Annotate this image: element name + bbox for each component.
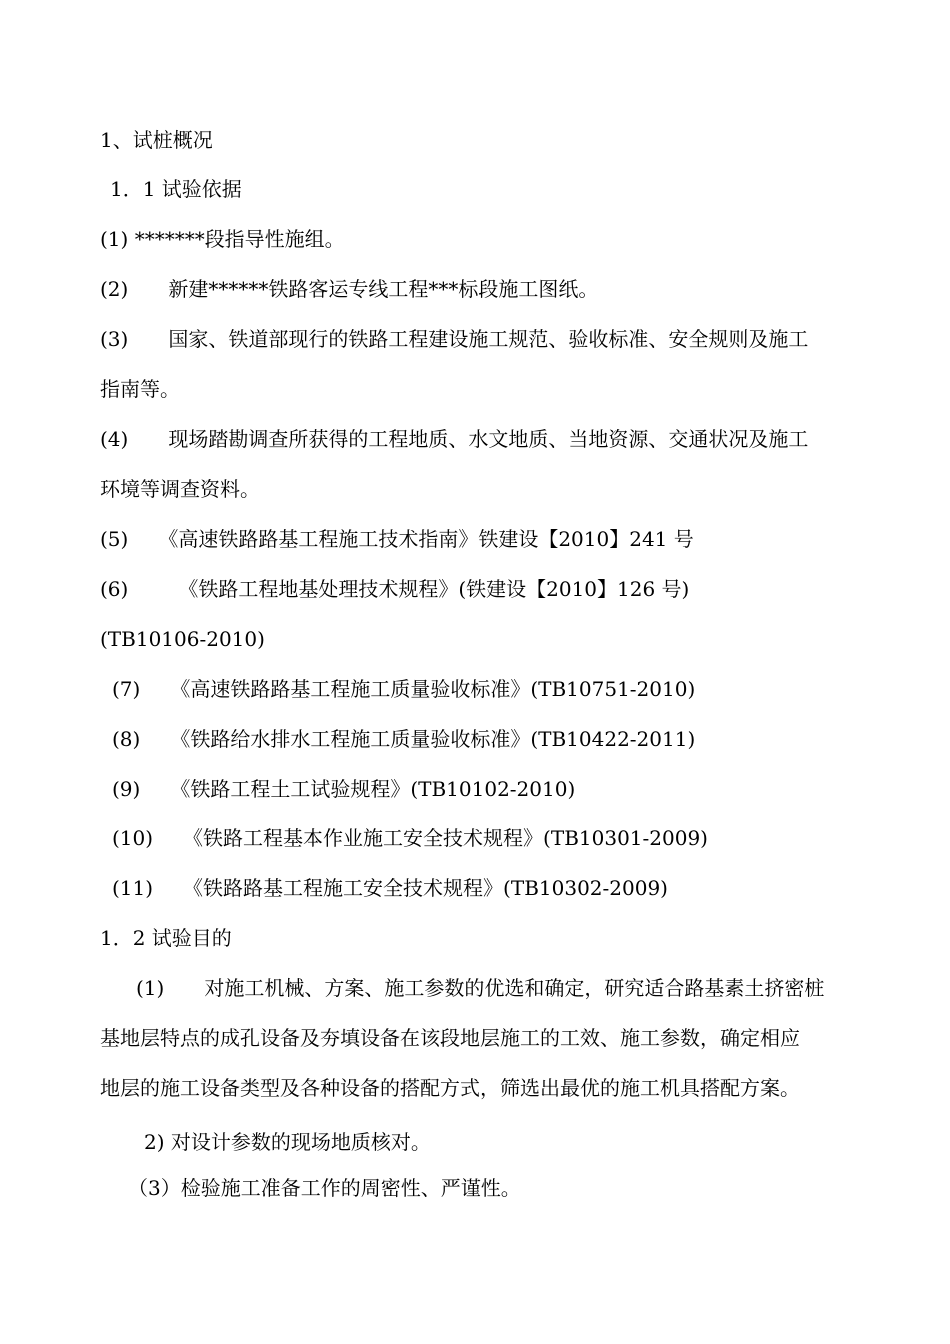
basis-item-7: (7) 《高速铁路路基工程施工质量验收标准》(TB10751-2010) xyxy=(112,677,696,701)
basis-item-1: (1) *******段指导性施组。 xyxy=(100,227,345,251)
purpose-item-3: （3）检验施工准备工作的周密性、严谨性。 xyxy=(128,1176,521,1200)
section-heading: 1、试桩概况 xyxy=(100,128,213,152)
basis-item-3: (3) 国家、铁道部现行的铁路工程建设施工规范、验收标准、安全规则及施工 xyxy=(100,327,809,351)
basis-item-9: (9) 《铁路工程土工试验规程》(TB10102-2010) xyxy=(112,777,576,801)
basis-item-11: (11) 《铁路路基工程施工安全技术规程》(TB10302-2009) xyxy=(112,876,668,900)
basis-item-6-cont: (TB10106-2010) xyxy=(100,627,265,651)
basis-item-6: (6) 《铁路工程地基处理技术规程》(铁建设【2010】126 号) xyxy=(100,577,690,601)
basis-item-4-cont: 环境等调查资料。 xyxy=(100,477,260,501)
basis-item-5: (5) 《高速铁路路基工程施工技术指南》铁建设【2010】241 号 xyxy=(100,527,694,551)
basis-item-3-cont: 指南等。 xyxy=(100,377,180,401)
subsection-heading-purpose: 1．2 试验目的 xyxy=(100,926,232,950)
basis-item-8: (8) 《铁路给水排水工程施工质量验收标准》(TB10422-2011) xyxy=(112,727,696,751)
basis-item-2: (2) 新建******铁路客运专线工程***标段施工图纸。 xyxy=(100,277,599,301)
basis-item-4: (4) 现场踏勘调查所获得的工程地质、水文地质、当地资源、交通状况及施工 xyxy=(100,427,809,451)
purpose-item-1: (1) 对施工机械、方案、施工参数的优选和确定，研究适合路基素土挤密桩 xyxy=(136,976,825,1000)
basis-item-10: (10) 《铁路工程基本作业施工安全技术规程》(TB10301-2009) xyxy=(112,826,708,850)
purpose-item-1-cont-b: 地层的施工设备类型及各种设备的搭配方式，筛选出最优的施工机具搭配方案。 xyxy=(100,1076,800,1100)
purpose-item-2: 2) 对设计参数的现场地质核对。 xyxy=(144,1130,431,1154)
purpose-item-1-cont-a: 基地层特点的成孔设备及夯填设备在该段地层施工的工效、施工参数，确定相应 xyxy=(100,1026,800,1050)
subsection-heading-basis: 1．1 试验依据 xyxy=(110,177,242,201)
